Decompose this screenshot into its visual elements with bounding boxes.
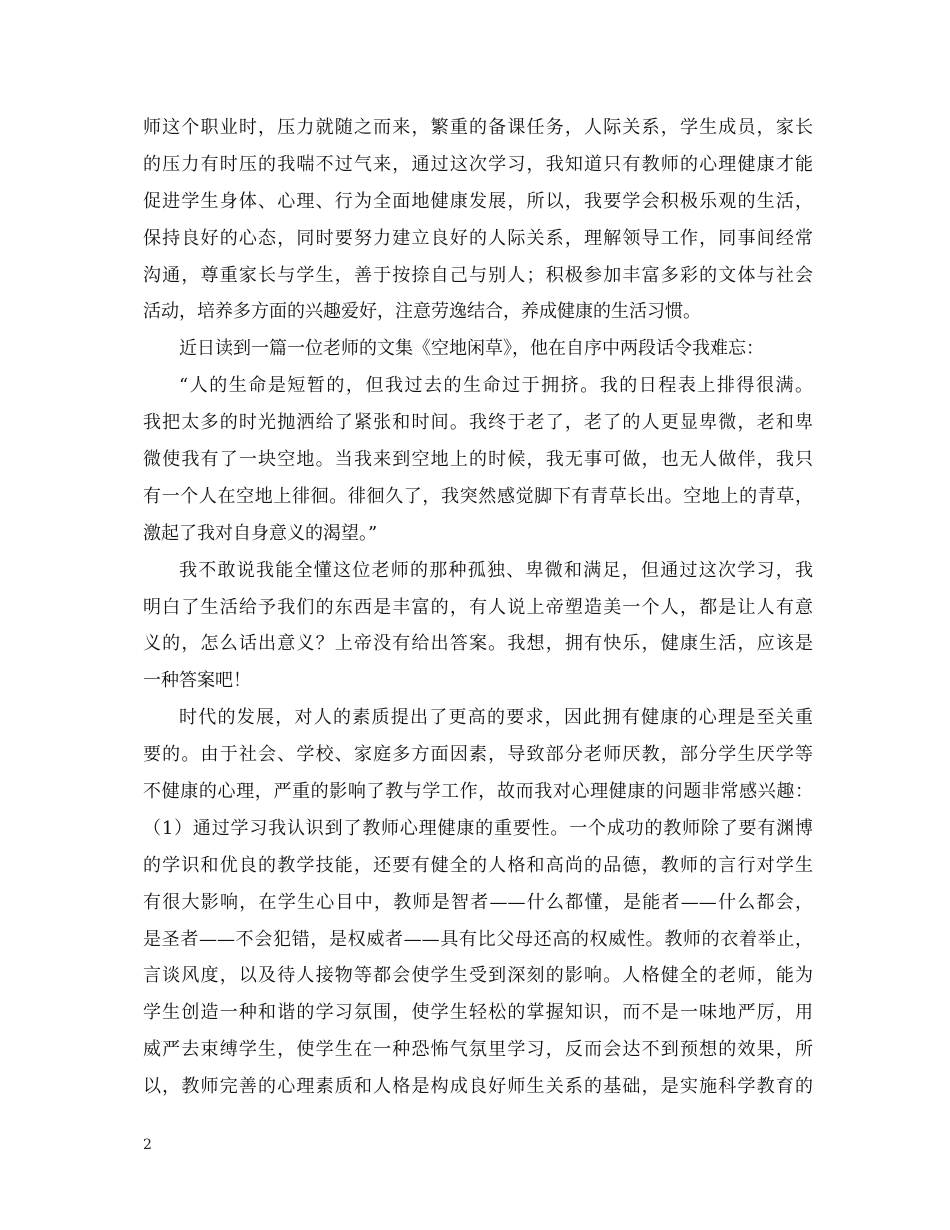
text-line: （1）通过学习我认识到了教师心理健康的重要性。一个成功的教师除了要有渊博 [143,817,813,839]
text-line: 我把太多的时光抛洒给了紧张和时间。我终于老了，老了的人更显卑微，老和卑 [143,412,813,434]
text-line: 不健康的心理，严重的影响了教与学工作，故而我对心理健康的问题非常感兴趣： [143,781,813,803]
text-line: 要的。由于社会、学校、家庭多方面因素，导致部分老师厌教，部分学生厌学等 [143,744,813,766]
text-line: 学生创造一种和谐的学习氛围，使学生轻松的掌握知识，而不是一味地严厉，用 [143,1002,813,1024]
text-line: 明白了生活给予我们的东西是丰富的，有人说上帝塑造美一个人，都是让人有意 [143,596,813,618]
text-line: 近日读到一篇一位老师的文集《空地闲草》，他在自序中两段话令我难忘： [179,338,764,360]
text-line: 微使我有了一块空地。当我来到空地上的时候，我无事可做，也无人做伴，我只 [143,449,813,471]
text-line: 是圣者——不会犯错，是权威者——具有比父母还高的权威性。教师的衣着举止， [143,928,813,950]
text-line: “人的生命是短暂的，但我过去的生命过于拥挤。我的日程表上排得很满。 [179,375,813,397]
text-line: 一种答案吧！ [143,670,251,692]
text-line: 威严去束缚学生，使学生在一种恐怖气氛里学习，反而会达不到预想的效果，所 [143,1039,813,1061]
text-line: 我不敢说我能全懂这位老师的那种孤独、卑微和满足，但通过这次学习，我 [179,559,813,581]
text-line: 促进学生身体、心理、行为全面地健康发展，所以，我要学会积极乐观的生活， [143,190,813,212]
body-text [143,110,813,1106]
text-line: 有很大影响，在学生心目中，教师是智者——什么都懂，是能者——什么都会， [143,891,813,913]
text-line: 言谈风度，以及待人接物等都会使学生受到深刻的影响。人格健全的老师，能为 [143,965,813,987]
text-line: 沟通，尊重家长与学生，善于按捺自己与别人；积极参加丰富多彩的文体与社会 [143,264,813,286]
text-line: 保持良好的心态，同时要努力建立良好的人际关系，理解领导工作，同事间经常 [143,227,813,249]
text-line: 师这个职业时，压力就随之而来，繁重的备课任务，人际关系，学生成员，家长 [143,117,813,138]
text-line: 时代的发展，对人的素质提出了更高的要求，因此拥有健康的心理是至关重 [179,707,813,729]
text-line: 的学识和优良的教学技能，还要有健全的人格和高尚的品德，教师的言行对学生 [143,854,813,876]
text-line: 有一个人在空地上徘徊。徘徊久了，我突然感觉脚下有青草长出。空地上的青草， [143,485,813,507]
text-line: 义的，怎么话出意义？上帝没有给出答案。我想，拥有快乐，健康生活，应该是 [143,633,813,655]
text-line: 活动，培养多方面的兴趣爱好，注意劳逸结合，养成健康的生活习惯。 [143,301,701,323]
page-number: 2 [143,1137,152,1153]
text-line: 以，教师完善的心理素质和人格是构成良好师生关系的基础，是实施科学教育的 [143,1076,813,1098]
text-line: 的压力有时压的我喘不过气来，通过这次学习，我知道只有教师的心理健康才能 [143,153,813,175]
text-line: 激起了我对自身意义的渴望。” [143,522,378,544]
